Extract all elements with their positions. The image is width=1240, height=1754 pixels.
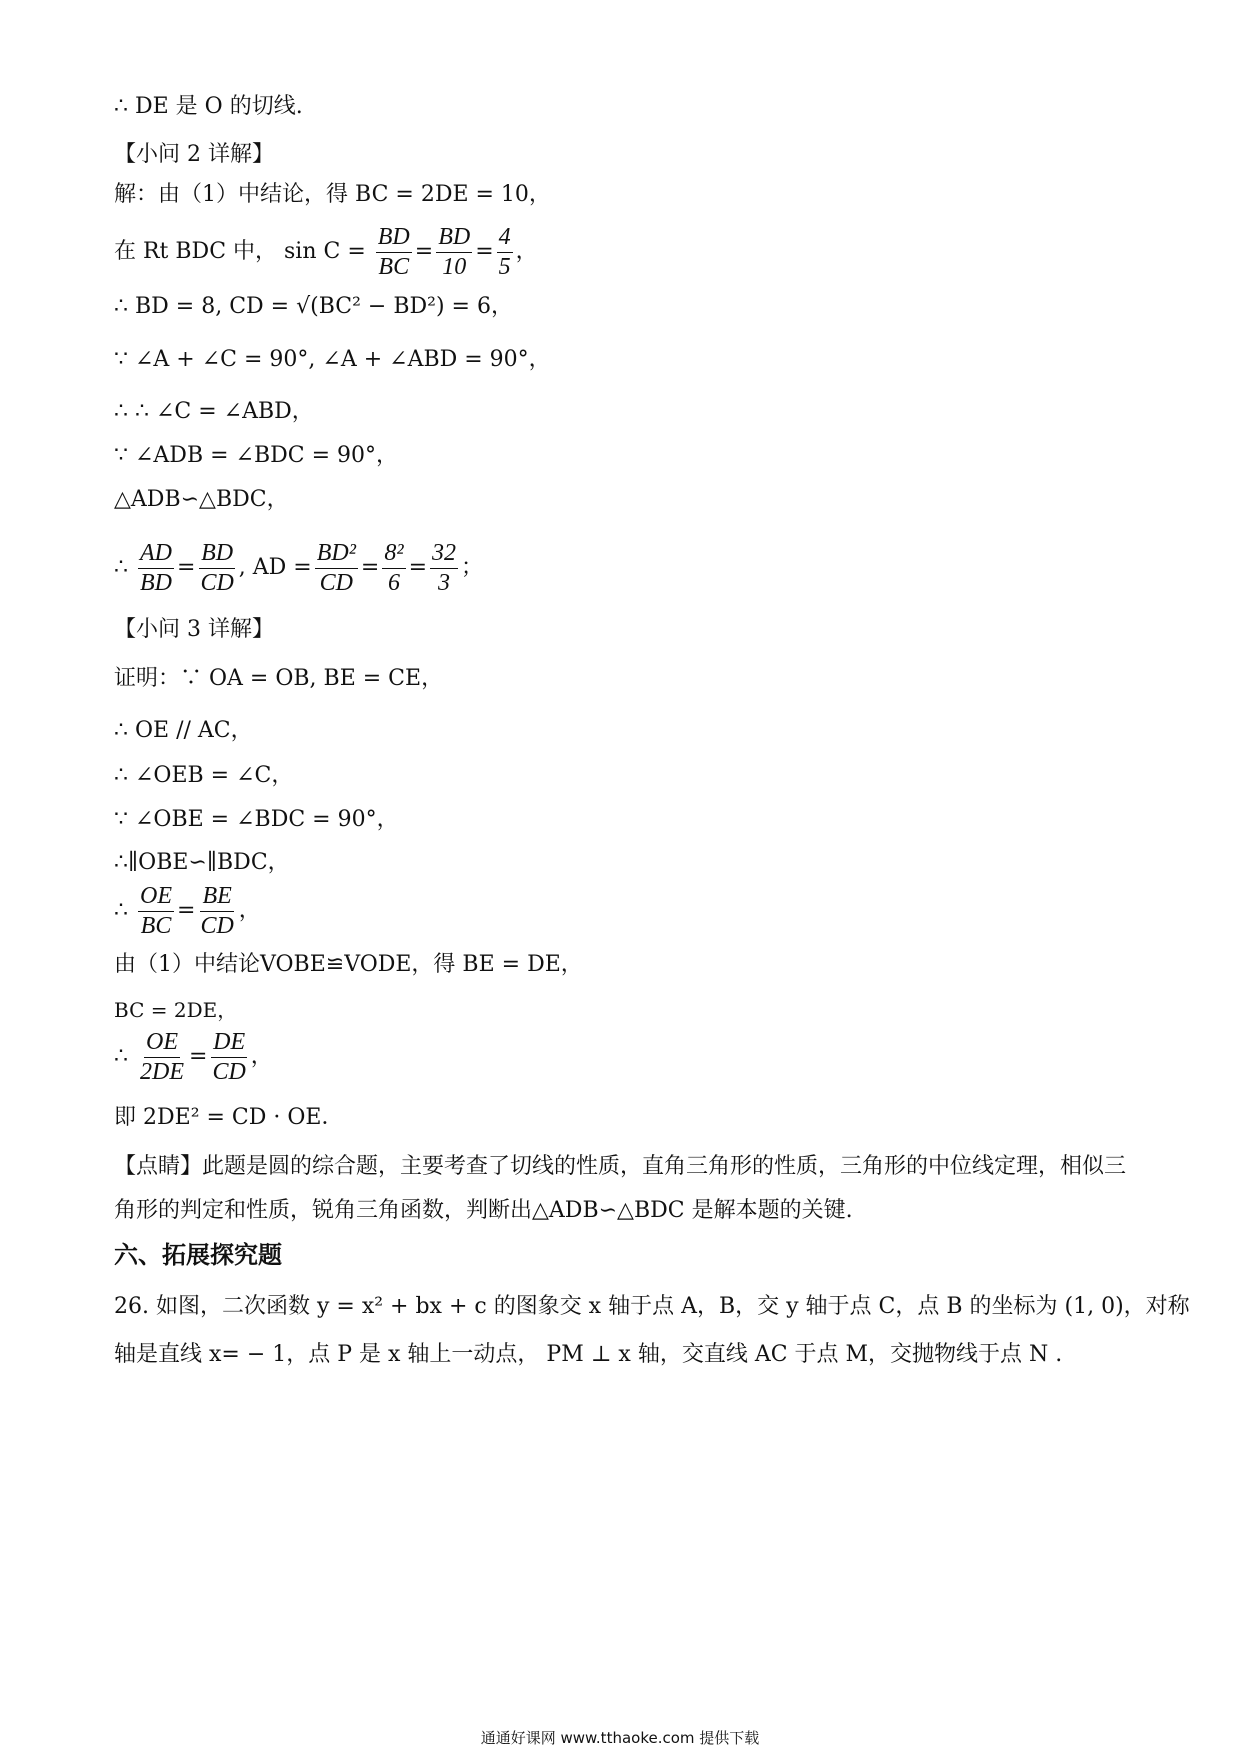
line-conclusion-tangent: ∴ DE 是 O 的切线.: [114, 94, 303, 119]
section-title-extension: 六、拓展探究题: [114, 1241, 282, 1269]
line-q3-proof-start: 证明：∵ OA = OB, BE = CE，: [114, 666, 444, 691]
problem-26-line-1: 26. 如图，二次函数 y = x² + bx + c 的图象交 x 轴于点 A，B，交 y 轴于点 C，点 B 的坐标为 (1, 0)，对称: [114, 1294, 1190, 1319]
line-q2-angles: ∵ ∠A + ∠C = 90°, ∠A + ∠ABD = 90°，: [114, 347, 551, 372]
sin-prefix: 在 Rt BDC 中， sin C =: [114, 239, 366, 264]
fraction: $\frac{OE}{BC}$: [140, 882, 172, 939]
line-q3-bc: BC = 2DE，: [114, 998, 238, 1022]
line-q3-parallel: ∴ OE // AC，: [114, 718, 253, 743]
line-q3-congruent: 由（1）中结论VOBE≌VODE，得 BE = DE，: [114, 952, 583, 977]
line-q2-bd-cd: ∴ BD = 8, CD = √(BC² − BD²) = 6，: [114, 294, 513, 319]
line-q3-result: 即 2DE² = CD · OE．: [114, 1105, 344, 1130]
section-heading-q2: 【小问 2 详解】: [114, 142, 274, 167]
page-footer: 通通好课网 www.tthaoke.com 提供下载: [480, 1729, 760, 1747]
line-q2-ad: ∴ $\frac{AD}{BD}$ = $\frac{BD}{CD}$ , AD = $\frac{\text{BD²}}{CD}$ = $\frac{\text{8²}}{6}$ = $\frac{32}{3}$ ；: [114, 539, 484, 596]
line-q2-right-angles: ∵ ∠ADB = ∠BDC = 90°，: [114, 443, 399, 468]
comment-line-2: 角形的判定和性质，锐角三角函数，判断出△ADB∽△BDC 是解本题的关键.: [114, 1198, 853, 1223]
fraction: $\frac{AD}{BD}$: [140, 539, 172, 596]
problem-26-line-2: 轴是直线 x= − 1，点 P 是 x 轴上一动点， PM ⊥ x 轴，交直线 AC 于点 M，交抛物线于点 N .: [114, 1342, 1063, 1367]
line-q2-sin: 在 Rt BDC 中， sin C = $\frac{BD}{BC}$ = $\frac{BD}{10}$ = $\frac{4}{5}$ ，: [114, 223, 538, 280]
fraction: $\frac{BE}{CD}$: [200, 882, 234, 939]
line-q3-right-angles: ∵ ∠OBE = ∠BDC = 90°，: [114, 807, 399, 832]
line-q2-step1: 解：由（1）中结论，得 BC = 2DE = 10，: [114, 182, 551, 207]
fraction: $\frac{BD}{CD}$: [200, 539, 234, 596]
fraction: $\frac{BD}{BC}$: [377, 223, 410, 280]
fraction: $\frac{BD}{10}$: [438, 223, 471, 280]
fraction: $\frac{4}{5}$: [498, 223, 511, 280]
line-q2-angle-eq: ∴ ∴ ∠C = ∠ABD，: [114, 399, 314, 424]
fraction: $\frac{\text{BD²}}{CD}$: [316, 539, 356, 596]
line-q3-ratio: ∴ $\frac{OE}{BC}$ = $\frac{BE}{CD}$ ，: [114, 882, 261, 939]
section-heading-q3: 【小问 3 详解】: [114, 617, 274, 642]
comment-line-1: 【点睛】此题是圆的综合题，主要考查了切线的性质，直角三角形的性质，三角形的中位线定理，相似三: [114, 1154, 1127, 1179]
fraction: $\frac{32}{3}$: [432, 539, 456, 596]
fraction: $\frac{DE}{CD}$: [212, 1028, 246, 1085]
line-q3-angle-oeb: ∴ ∠OEB = ∠C，: [114, 763, 294, 788]
line-q2-similar: △ADB∽△BDC，: [114, 487, 289, 512]
line-q3-similar: ∴∥OBE∽∥BDC，: [114, 850, 290, 875]
fraction: $\frac{\text{8²}}{6}$: [384, 539, 404, 596]
fraction: $\frac{OE}{2DE}$: [140, 1028, 184, 1085]
line-q3-ratio-2: ∴ $\frac{OE}{2DE}$ = $\frac{DE}{CD}$ ，: [114, 1028, 273, 1085]
